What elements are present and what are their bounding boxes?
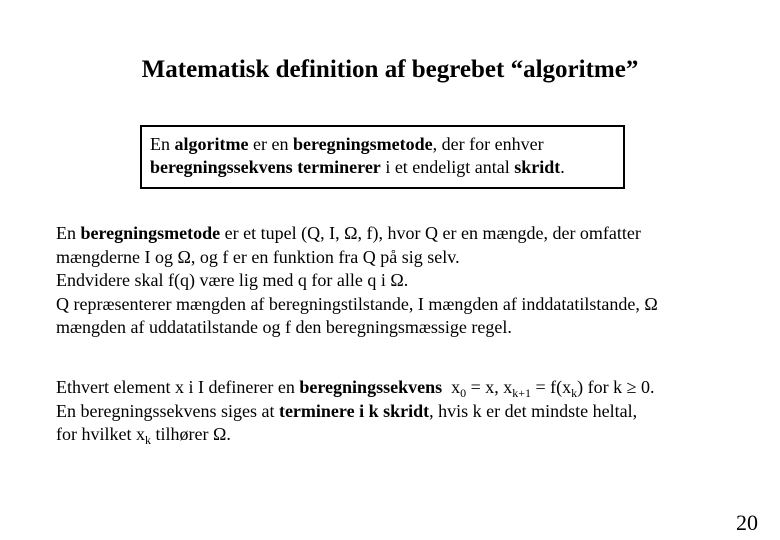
text-span: = x, x [466,377,513,397]
text-span: , der for enhver [432,134,544,154]
text-span: Ethvert element x i I definerer en [56,377,300,397]
text-span: x [442,377,461,397]
definition-box [140,125,625,189]
subscript: k+1 [512,386,532,400]
slide-title: Matematisk definition af begrebet “algoritme” [141,56,639,83]
text-span: i et endeligt antal [380,157,515,177]
term-beregningsmetode: beregningsmetode [292,134,433,154]
text-span: , hvis k er det mindste heltal, [429,400,638,421]
text-span: tilhører Ω. [150,424,231,444]
term-algoritme: algoritme [174,134,249,154]
paragraph-line [56,376,655,400]
page-number: 20 [736,510,758,535]
definition-line-2 [150,156,623,179]
text-span: = f(x [531,377,572,397]
paragraph-line [56,423,655,447]
paragraph-line: mængden af uddatatilstande og f den beregningsmæssige regel. [56,317,512,337]
text-span: En beregningssekvens siges at [56,400,279,421]
paragraph-line: Endvidere skal f(q) være lig med q for alle q i Ω. [56,270,409,290]
text-span: er en [248,134,293,154]
text-span: ) for k ≥ 0. [577,377,655,397]
subscript: k [144,433,151,447]
subscript: k [571,386,578,400]
subscript: 0 [460,386,467,400]
paragraph-line: Q repræsenterer mængden af beregningstilstande, I mængden af inddatatilstande, Ω [56,293,658,314]
paragraph-line [56,222,658,246]
term-skridt: skridt [514,157,561,177]
paragraph-line [56,400,655,424]
term-beregningsmetode: beregningsmetode [80,223,221,243]
text-span: er et tupel (Q, I, Ω, f), hvor Q er en mængde, der omfatter [220,223,641,243]
term-beregningssekvens: beregningssekvens [299,377,443,397]
text-span: . [560,157,565,177]
paragraph-beregningsmetode [56,222,658,340]
paragraph-beregningssekvens [56,376,655,447]
paragraph-line: mængderne I og Ω, og f er en funktion fra Q på sig selv. [56,246,460,267]
definition-line-1 [150,133,623,156]
text-span: En [56,223,81,243]
text-span: for hvilket x [56,424,145,444]
text-span: En [150,134,175,154]
term-beregningssekvens-terminerer: beregningssekvens terminerer [150,157,381,177]
term-terminere-i-k-skridt: terminere i k skridt [278,400,430,421]
